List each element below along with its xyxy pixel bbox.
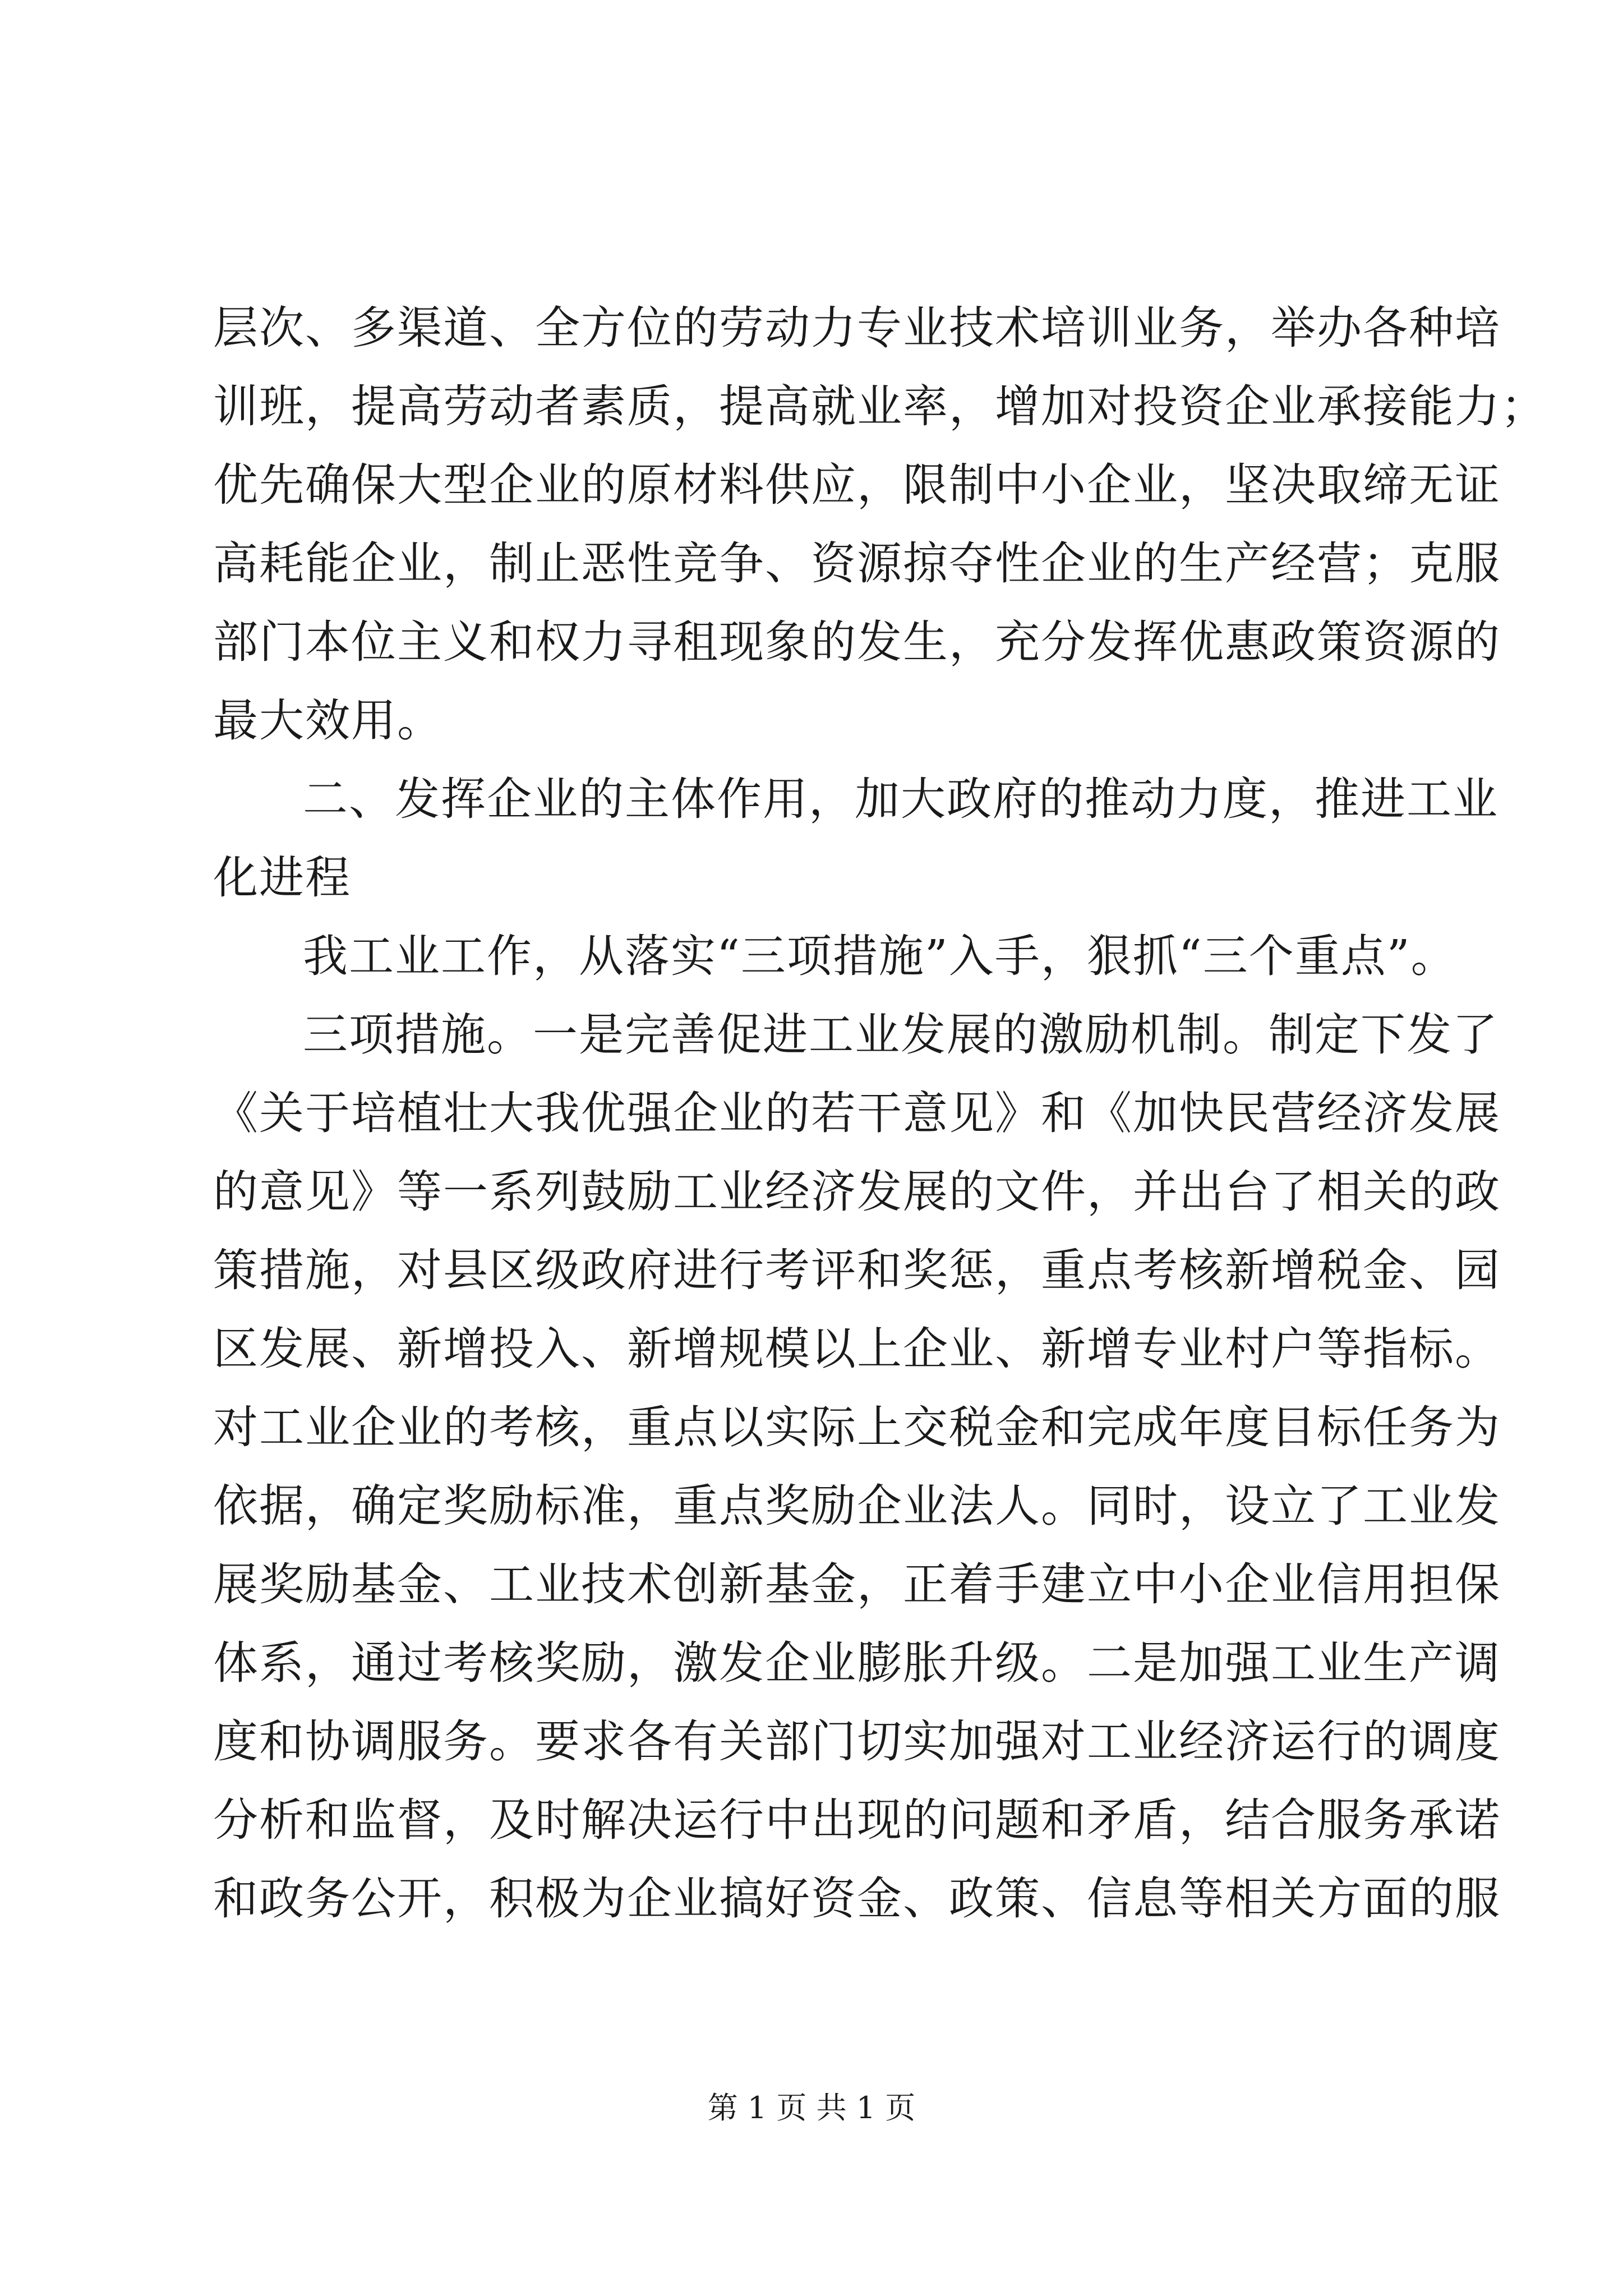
text-line: 优先确保大型企业的原材料供应，限制中小企业，坚决取缔无证 (213, 459, 1501, 511)
text-line: 体系，通过考核奖励，激发企业膨胀升级。二是加强工业生产调 (213, 1637, 1501, 1689)
text-line: 化进程 (213, 852, 351, 904)
text-line: 我工业工作，从落实“三项措施”入手，狠抓“三个重点”。 (303, 930, 1457, 982)
page-footer: 第 1 页 共 1 页 (707, 2090, 916, 2125)
text-line: 和政务公开，积极为企业搞好资金、政策、信息等相关方面的服 (213, 1872, 1501, 1925)
text-line: 度和协调服务。要求各有关部门切实加强对工业经济运行的调度 (213, 1715, 1501, 1768)
text-line: 三项措施。一是完善促进工业发展的激励机制。制定下发了 (303, 1009, 1498, 1061)
text-line: 最大效用。 (213, 694, 443, 747)
text-line: 策措施，对县区级政府进行考评和奖惩，重点考核新增税金、园 (213, 1244, 1501, 1296)
text-line: 对工业企业的考核，重点以实际上交税金和完成年度目标任务为 (213, 1401, 1501, 1453)
text-line: 训班，提高劳动者素质，提高就业率，增加对投资企业承接能力； (213, 380, 1547, 432)
text-line: 区发展、新增投入、新增规模以上企业、新增专业村户等指标。 (213, 1323, 1501, 1375)
text-line: 《关于培植壮大我优强企业的若干意见》和《加快民营经济发展 (213, 1087, 1501, 1139)
text-line: 部门本位主义和权力寻租现象的发生，充分发挥优惠政策资源的 (213, 616, 1501, 668)
text-line: 高耗能企业，制止恶性竞争、资源掠夺性企业的生产经营；克服 (213, 537, 1501, 590)
text-line: 展奖励基金、工业技术创新基金，正着手建立中小企业信用担保 (213, 1558, 1501, 1611)
text-line: 依据，确定奖励标准，重点奖励企业法人。同时，设立了工业发 (213, 1480, 1501, 1532)
text-line: 的意见》等一系列鼓励工业经济发展的文件，并出台了相关的政 (213, 1166, 1501, 1218)
text-line: 二、发挥企业的主体作用，加大政府的推动力度，推进工业 (303, 773, 1498, 825)
text-line: 层次、多渠道、全方位的劳动力专业技术培训业务，举办各种培 (213, 302, 1501, 354)
text-line: 分析和监督，及时解决运行中出现的问题和矛盾，结合服务承诺 (213, 1794, 1501, 1846)
